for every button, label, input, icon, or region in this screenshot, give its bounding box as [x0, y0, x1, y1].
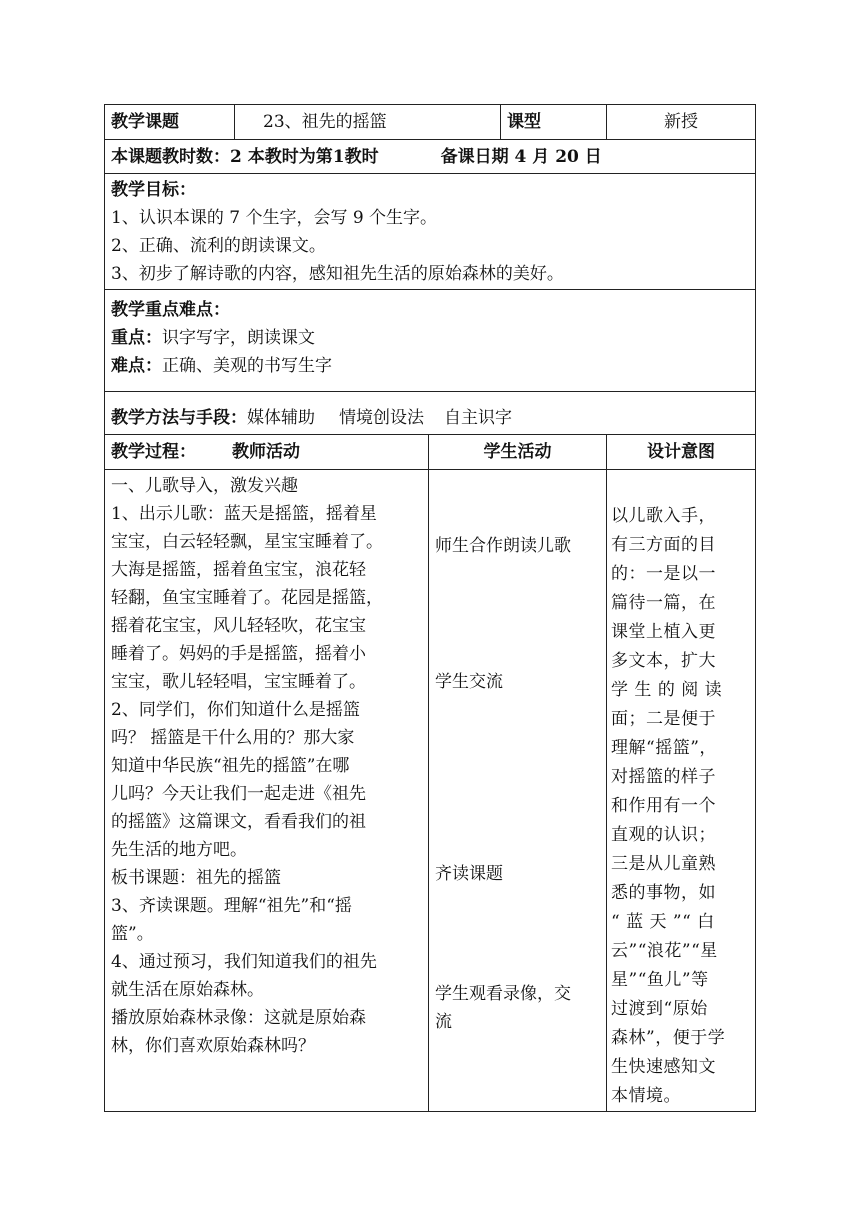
key-point-line [111, 324, 749, 352]
intent-line: 三是从儿童熟 [611, 854, 717, 874]
goal-item: 1、认识本课的 7 个生字，会写 9 个生字。 [111, 208, 438, 228]
key-points-row [105, 290, 756, 392]
teacher-line: 吗？ 摇篮是干什么用的？那大家 [111, 728, 355, 748]
teacher-line: 篮”。 [111, 924, 154, 944]
student-activity-3: 齐读课题 [435, 864, 503, 884]
intent-line: 课堂上植入更 [611, 622, 717, 642]
intent-line: 森林”，便于学 [611, 1028, 726, 1048]
teacher-activity-heading: 教师活动 [232, 442, 300, 462]
date-value: 4 月 20 日 [514, 146, 602, 167]
goals-row [105, 174, 756, 290]
intent-line: 对摇篮的样子 [611, 767, 717, 787]
student-activity-heading: 学生活动 [429, 435, 607, 470]
difficulty-line [111, 352, 749, 380]
teacher-line: 宝宝，白云轻轻飘，星宝宝睡着了。 [111, 532, 383, 552]
difficulty-value: 正确、美观的书写生字 [162, 356, 332, 376]
teacher-line: 1、出示儿歌：蓝天是摇篮，摇着星 [111, 504, 377, 524]
process-body-row [105, 470, 756, 1112]
topic-label: 教学课题 [105, 105, 235, 140]
intent-line: 有三方面的目 [611, 535, 717, 555]
process-header-row [105, 435, 756, 470]
goal-item: 2、正确、流利的朗读课文。 [111, 236, 326, 256]
intent-line: 直观的认识； [611, 825, 717, 845]
time-cell [105, 140, 756, 174]
student-activity-4: 学生观看录像，交 [435, 984, 571, 1004]
current-suffix: 教时 [344, 146, 379, 167]
lesson-plan-table [104, 104, 756, 1112]
teacher-line: 一、儿歌导入，激发兴趣 [111, 476, 298, 496]
design-intent-heading: 设计意图 [607, 435, 756, 470]
goals-title: 教学目标： [111, 180, 196, 200]
teacher-line: 儿吗？今天让我们一起走进《祖先 [111, 784, 366, 804]
student-activity-4-cont: 流 [435, 1012, 452, 1032]
intent-line: 学 生 的 阅 读 [611, 680, 723, 700]
intent-line: 的：一是以一 [611, 564, 717, 584]
difficulty-label: 难点： [111, 356, 162, 376]
current-prefix: 本教时为第 [247, 146, 333, 167]
teacher-line: 的摇篮》这篇课文，看看我们的祖 [111, 812, 366, 832]
intent-line: 理解“摇篮”， [611, 738, 717, 758]
goal-item: 3、初步了解诗歌的内容，感知祖先生活的原始森林的美好。 [111, 264, 564, 284]
methods-cell [105, 392, 756, 435]
teacher-line: 2、同学们，你们知道什么是摇篮 [111, 700, 360, 720]
lesson-plan-sheet [104, 104, 755, 1112]
design-intent-cell [607, 470, 756, 1112]
intent-line: 生快速感知文 [611, 1057, 717, 1077]
teacher-line: 轻翻，鱼宝宝睡着了。花园是摇篮， [111, 588, 383, 608]
type-label: 课型 [501, 105, 607, 140]
teacher-line: 知道中华民族“祖先的摇篮”在哪 [111, 756, 350, 776]
teacher-line: 板书课题：祖先的摇篮 [111, 868, 281, 888]
key-points-cell [105, 290, 756, 392]
teacher-line: 宝宝，歌儿轻轻唱，宝宝睡着了。 [111, 672, 366, 692]
intent-line: 本情境。 [611, 1086, 682, 1106]
teacher-line: 先生活的地方吧。 [111, 840, 247, 860]
key-value: 识字写字，朗读课文 [162, 328, 315, 348]
current-value: 1 [332, 146, 345, 167]
intent-line: 云”“浪花”“星 [611, 941, 718, 961]
method-item: 自主识字 [444, 408, 512, 428]
teacher-line: 就生活在原始森林。 [111, 980, 264, 1000]
key-label: 重点： [111, 328, 162, 348]
periods-label: 本课题教时数： [111, 146, 230, 167]
intent-line: 星”“鱼儿”等 [611, 970, 709, 990]
methods-label: 教学方法与手段： [111, 408, 247, 428]
intent-line: 过渡到“原始 [611, 999, 708, 1019]
periods-value: 2 [230, 146, 242, 167]
process-label: 教学过程： [111, 442, 196, 462]
process-header-teacher-cell [105, 435, 429, 470]
method-item: 媒体辅助 [247, 408, 315, 428]
date-label: 备课日期 [440, 146, 509, 167]
teacher-activity-cell [105, 470, 429, 1112]
teacher-line: 大海是摇篮，摇着鱼宝宝，浪花轻 [111, 560, 366, 580]
teacher-line: 4、通过预习，我们知道我们的祖先 [111, 952, 377, 972]
intent-line: 悉的事物，如 [611, 883, 717, 903]
header-row [105, 105, 756, 140]
method-item: 情境创设法 [339, 408, 424, 428]
key-points-title: 教学重点难点： [111, 300, 230, 320]
teacher-line: 摇着花宝宝，风儿轻轻吹，花宝宝 [111, 616, 366, 636]
intent-line: 篇待一篇，在 [611, 593, 717, 613]
student-activity-1: 师生合作朗读儿歌 [435, 536, 571, 556]
teacher-line: 林，你们喜欢原始森林吗？ [111, 1036, 315, 1056]
topic-value: 23、祖先的摇篮 [235, 105, 501, 140]
methods-row [105, 392, 756, 435]
student-activity-cell [429, 470, 607, 1112]
intent-line: 多文本，扩大 [611, 651, 717, 671]
type-value: 新授 [607, 105, 756, 140]
teacher-line: 睡着了。妈妈的手是摇篮，摇着小 [111, 644, 366, 664]
teacher-line: 播放原始森林录像：这就是原始森 [111, 1008, 366, 1028]
time-row [105, 140, 756, 174]
teacher-line: 3、齐读课题。理解“祖先”和“摇 [111, 896, 352, 916]
intent-line: 面；二是便于 [611, 709, 717, 729]
intent-line: 以儿歌入手， [611, 506, 717, 526]
intent-line: 和作用有一个 [611, 796, 717, 816]
intent-line: “ 蓝 天 ”“ 白 [611, 912, 715, 932]
goals-cell [105, 174, 756, 290]
student-activity-2: 学生交流 [435, 672, 503, 692]
